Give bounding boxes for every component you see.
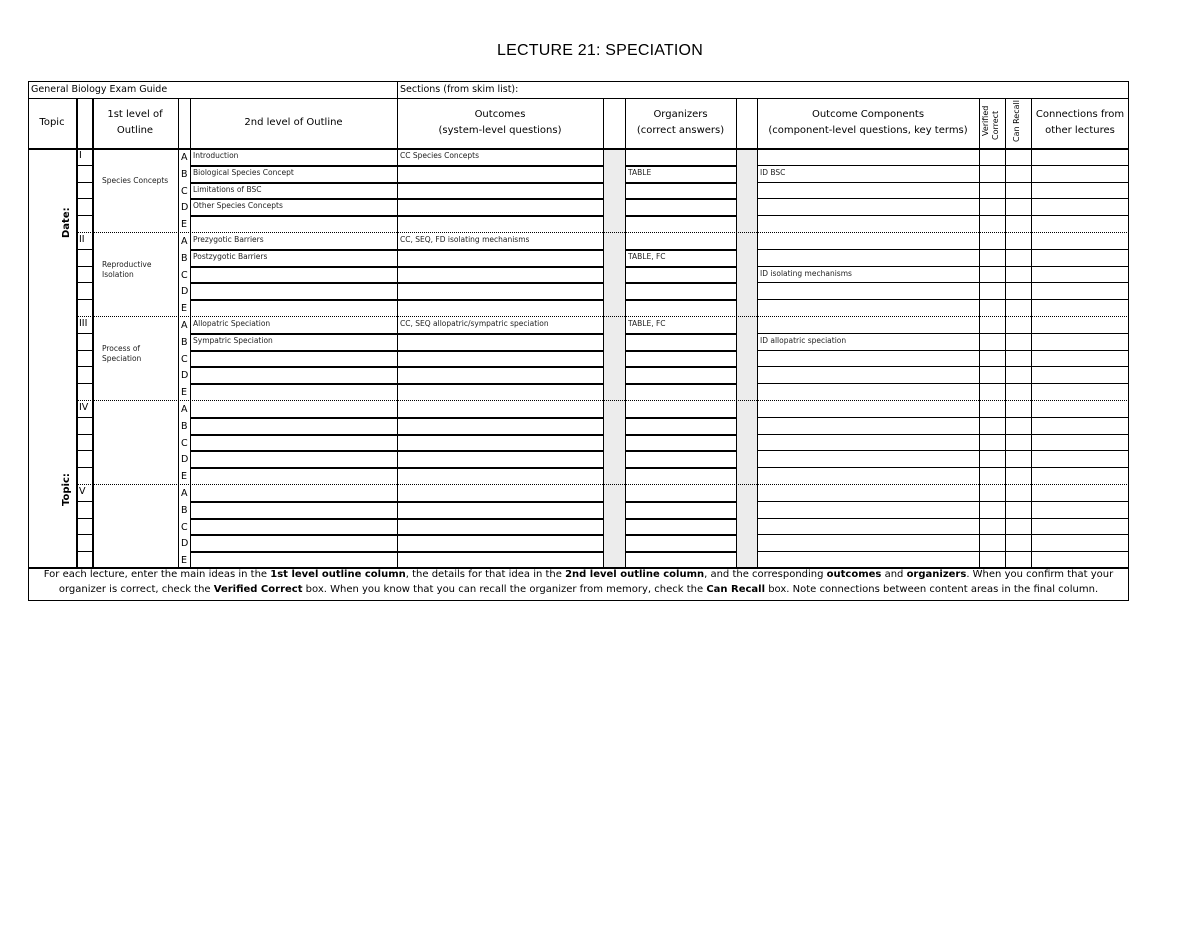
instructions-emphasis: organizers <box>906 569 967 580</box>
grid-line-h <box>757 534 979 535</box>
instructions-text: For each lecture, enter the main ideas in the <box>43 569 271 580</box>
verified-checkbox[interactable] <box>980 401 1004 416</box>
component-field[interactable] <box>760 419 977 432</box>
row-letter: B <box>181 420 188 432</box>
recall-checkbox[interactable] <box>1006 183 1030 198</box>
outline-topic: Reproductive Isolation <box>102 260 152 279</box>
component-field[interactable] <box>760 251 977 264</box>
recall-checkbox[interactable] <box>1006 552 1030 567</box>
outcome-field[interactable] <box>400 335 601 348</box>
grid-line-h <box>76 299 92 300</box>
detail-field[interactable]: Biological Species Concept <box>193 167 294 177</box>
connections-field[interactable] <box>1032 502 1128 517</box>
recall-checkbox[interactable] <box>1006 468 1030 483</box>
recall-checkbox[interactable] <box>1006 502 1030 517</box>
organizer-field[interactable] <box>628 520 734 533</box>
connections-field[interactable] <box>1032 451 1128 466</box>
recall-checkbox[interactable] <box>1006 300 1030 315</box>
component-field[interactable] <box>760 486 977 499</box>
header-verified: Verified <box>981 105 990 136</box>
instructions-text: . When you confirm that your organizer is correct, check the <box>58 569 1114 595</box>
recall-checkbox[interactable] <box>1006 519 1030 534</box>
component-field[interactable] <box>760 284 977 297</box>
connections-field[interactable] <box>1032 166 1128 181</box>
recall-checkbox[interactable] <box>1006 283 1030 298</box>
organizer-field[interactable] <box>628 217 734 230</box>
outcome-field[interactable] <box>400 251 601 264</box>
topic-label: Topic: <box>61 473 72 506</box>
grid-line-h <box>757 551 979 552</box>
detail-field[interactable]: Prezygotic Barriers <box>193 235 264 244</box>
connections-field[interactable] <box>1032 216 1128 231</box>
instructions-emphasis: 2nd level outline column <box>565 569 705 580</box>
recall-checkbox[interactable] <box>1006 216 1030 231</box>
outline-numeral: IV <box>79 402 89 413</box>
grid-line-h <box>76 383 92 384</box>
row-letter: E <box>181 555 188 567</box>
row-letter: A <box>181 320 188 331</box>
outcome-field[interactable] <box>400 368 601 381</box>
verified-checkbox[interactable] <box>980 418 1004 433</box>
detail-field[interactable]: Limitations of BSC <box>193 184 262 194</box>
recall-checkbox[interactable] <box>1006 384 1030 399</box>
guide-title: General Biology Exam Guide <box>31 84 168 95</box>
outline-topic: Species Concepts <box>102 176 169 185</box>
detail-field[interactable] <box>193 452 395 465</box>
outcome-field[interactable] <box>400 469 601 482</box>
connections-field[interactable] <box>1032 283 1128 298</box>
row-letter: C <box>181 437 188 449</box>
header-components-text: Outcome Components <box>811 109 925 120</box>
organizer-field[interactable] <box>628 486 734 499</box>
recall-checkbox[interactable] <box>1006 401 1030 416</box>
detail-field[interactable] <box>193 503 395 516</box>
verified-checkbox[interactable] <box>980 267 1004 282</box>
connections-field[interactable] <box>1032 485 1128 500</box>
outcome-field[interactable] <box>400 503 601 516</box>
row-letter: C <box>181 269 188 281</box>
grid-line-h <box>757 450 979 451</box>
grid-line-v <box>178 98 179 567</box>
outcome-field[interactable] <box>400 217 601 230</box>
header-organizers-text: Organizers <box>653 109 708 120</box>
verified-checkbox[interactable] <box>980 519 1004 534</box>
organizer-field[interactable] <box>628 553 734 566</box>
outline-topic <box>102 512 174 540</box>
verified-checkbox[interactable] <box>980 233 1004 248</box>
header-organizers-text: (correct answers) <box>636 125 725 136</box>
verified-checkbox[interactable] <box>980 166 1004 181</box>
section-divider <box>76 484 1129 485</box>
detail-field[interactable] <box>193 268 395 281</box>
component-field[interactable]: ID isolating mechanisms <box>760 268 852 278</box>
outline-numeral: III <box>79 318 88 329</box>
outcome-field[interactable] <box>400 520 601 533</box>
grid-line-h <box>76 165 92 166</box>
header-can-recall: Can Recall <box>1012 100 1021 142</box>
header-level2 <box>190 98 397 148</box>
header-connections <box>1031 98 1129 148</box>
organizer-field[interactable] <box>628 368 734 381</box>
grid-line-v <box>603 98 604 567</box>
grid-line-h <box>76 266 92 267</box>
detail-field[interactable] <box>193 520 395 533</box>
verified-checkbox[interactable] <box>980 149 1004 164</box>
outcome-field[interactable] <box>400 284 601 297</box>
grid-line-h <box>76 450 92 451</box>
connections-field[interactable] <box>1032 183 1128 198</box>
recall-checkbox[interactable] <box>1006 317 1030 332</box>
connections-field[interactable] <box>1032 149 1128 164</box>
recall-checkbox[interactable] <box>1006 367 1030 382</box>
outcome-field[interactable] <box>400 486 601 499</box>
detail-field[interactable] <box>193 536 395 549</box>
row-letter: E <box>181 303 188 315</box>
detail-field[interactable]: Sympatric Speciation <box>193 335 273 345</box>
outline-topic <box>102 428 174 456</box>
grid-line-h <box>76 182 92 183</box>
header-topic <box>28 98 76 148</box>
organizer-field[interactable] <box>628 436 734 449</box>
outcome-field[interactable]: CC, SEQ, FD isolating mechanisms <box>400 235 530 244</box>
outcome-field[interactable] <box>400 536 601 549</box>
connections-field[interactable] <box>1032 418 1128 433</box>
component-field[interactable] <box>760 352 977 365</box>
row-letter: D <box>181 538 189 550</box>
exam-guide-table <box>28 81 1129 601</box>
verified-checkbox[interactable] <box>980 334 1004 349</box>
header-topic-text: Topic <box>39 117 65 128</box>
connections-field[interactable] <box>1032 535 1128 550</box>
detail-field[interactable] <box>193 486 395 499</box>
organizer-field[interactable] <box>628 402 734 415</box>
organizer-field[interactable] <box>628 184 734 197</box>
component-field[interactable] <box>760 520 977 533</box>
instructions-text: and <box>881 569 907 580</box>
detail-field[interactable] <box>193 368 395 381</box>
organizer-field[interactable]: TABLE, FC <box>628 319 666 328</box>
grid-line-h <box>76 333 92 334</box>
component-field[interactable] <box>760 536 977 549</box>
verified-checkbox[interactable] <box>980 300 1004 315</box>
detail-field[interactable] <box>193 402 395 415</box>
verified-checkbox[interactable] <box>980 384 1004 399</box>
recall-checkbox[interactable] <box>1006 199 1030 214</box>
recall-checkbox[interactable] <box>1006 535 1030 550</box>
row-letter: A <box>181 488 188 499</box>
section-divider <box>76 400 1129 401</box>
outcome-field[interactable]: CC Species Concepts <box>400 151 480 160</box>
organizer-field[interactable] <box>628 503 734 516</box>
connections-field[interactable] <box>1032 367 1128 382</box>
grid-line-h <box>76 534 92 535</box>
outcome-field[interactable] <box>400 419 601 432</box>
organizer-field[interactable]: TABLE, FC <box>628 251 666 261</box>
organizer-field[interactable] <box>628 452 734 465</box>
organizer-field[interactable] <box>628 469 734 482</box>
component-field[interactable] <box>760 301 977 314</box>
organizer-field[interactable] <box>628 352 734 365</box>
instructions-emphasis: Verified Correct <box>213 584 303 595</box>
recall-checkbox[interactable] <box>1006 149 1030 164</box>
header-outcomes <box>397 98 603 148</box>
verified-checkbox[interactable] <box>980 502 1004 517</box>
verified-checkbox[interactable] <box>980 485 1004 500</box>
connections-field[interactable] <box>1032 468 1128 483</box>
verified-checkbox[interactable] <box>980 183 1004 198</box>
grid-line-h <box>76 417 92 418</box>
detail-field[interactable]: Introduction <box>193 151 239 160</box>
instructions <box>28 567 1129 597</box>
outcome-field[interactable]: CC, SEQ allopatric/sympatric speciation <box>400 319 549 328</box>
component-field[interactable] <box>760 368 977 381</box>
header-outcomes-text: (system-level questions) <box>438 125 562 136</box>
component-field[interactable]: ID allopatric speciation <box>760 335 847 345</box>
connections-field[interactable] <box>1032 317 1128 332</box>
grid-line-v <box>397 81 398 98</box>
outcome-field[interactable] <box>400 352 601 365</box>
detail-field[interactable] <box>193 217 395 230</box>
recall-checkbox[interactable] <box>1006 351 1030 366</box>
recall-checkbox[interactable] <box>1006 485 1030 500</box>
instructions-text: , the details for that idea in the <box>405 569 566 580</box>
verified-checkbox[interactable] <box>980 199 1004 214</box>
component-field[interactable] <box>760 469 977 482</box>
detail-field[interactable] <box>193 436 395 449</box>
verified-checkbox[interactable] <box>980 451 1004 466</box>
grid-line-h <box>76 249 92 250</box>
detail-field[interactable] <box>193 419 395 432</box>
grid-line-v <box>736 98 737 567</box>
component-field[interactable] <box>760 200 977 213</box>
row-letter: C <box>181 185 188 197</box>
detail-field[interactable] <box>193 284 395 297</box>
row-letter: A <box>181 404 188 415</box>
connections-field[interactable] <box>1032 250 1128 265</box>
component-field[interactable] <box>760 452 977 465</box>
verified-checkbox[interactable] <box>980 535 1004 550</box>
grid-line-h <box>76 366 92 367</box>
outline-numeral: I <box>79 150 82 161</box>
instructions-emphasis: outcomes <box>826 569 882 580</box>
connections-field[interactable] <box>1032 199 1128 214</box>
recall-checkbox[interactable] <box>1006 233 1030 248</box>
detail-field[interactable] <box>193 469 395 482</box>
detail-field[interactable]: Allopatric Speciation <box>193 319 271 328</box>
header-connections-text: other lectures <box>1045 125 1115 136</box>
outcome-field[interactable] <box>400 553 601 566</box>
organizer-field[interactable] <box>628 301 734 314</box>
page-title: LECTURE 21: SPECIATION <box>497 42 703 59</box>
grid-line-h <box>76 501 92 502</box>
grid-line-h <box>76 467 92 468</box>
connections-field[interactable] <box>1032 384 1128 399</box>
organizer-field[interactable] <box>628 234 734 247</box>
grid-line-h <box>76 198 92 199</box>
component-field[interactable] <box>760 217 977 230</box>
instructions-emphasis: Can Recall <box>706 584 766 595</box>
component-field[interactable] <box>760 553 977 566</box>
grid-line-h <box>757 383 979 384</box>
grid-line-h <box>757 467 979 468</box>
verified-checkbox[interactable] <box>980 283 1004 298</box>
header-level1-text: 1st level of <box>107 109 163 120</box>
grid-line-h <box>76 551 92 552</box>
outcome-field[interactable] <box>400 301 601 314</box>
grid-line-h <box>757 215 979 216</box>
header-organizers <box>625 98 736 148</box>
verified-checkbox[interactable] <box>980 367 1004 382</box>
verified-checkbox[interactable] <box>980 250 1004 265</box>
outcome-field[interactable] <box>400 184 601 197</box>
outcome-field[interactable] <box>400 200 601 213</box>
organizer-field[interactable] <box>628 335 734 348</box>
connections-field[interactable] <box>1032 334 1128 349</box>
outcome-field[interactable] <box>400 268 601 281</box>
component-field[interactable] <box>760 503 977 516</box>
verified-checkbox[interactable] <box>980 317 1004 332</box>
row-letter: E <box>181 387 188 399</box>
component-field[interactable] <box>760 184 977 197</box>
outcome-field[interactable] <box>400 385 601 398</box>
detail-field[interactable] <box>193 553 395 566</box>
row-letter: A <box>181 236 188 247</box>
connections-field[interactable] <box>1032 267 1128 282</box>
instructions-text: box. Note connections between content areas in the final column. <box>765 584 1099 595</box>
grid-line-h <box>757 366 979 367</box>
organizer-field[interactable] <box>628 419 734 432</box>
detail-field[interactable] <box>193 301 395 314</box>
detail-field[interactable]: Postzygotic Barriers <box>193 251 268 261</box>
row-letter: B <box>181 336 188 348</box>
component-field[interactable] <box>760 402 977 415</box>
detail-field[interactable] <box>193 352 395 365</box>
connections-field[interactable] <box>1032 351 1128 366</box>
connections-field[interactable] <box>1032 401 1128 416</box>
row-letter: B <box>181 168 188 180</box>
grid-line-h <box>76 350 92 351</box>
row-letter: B <box>181 252 188 264</box>
grid-line-h <box>76 215 92 216</box>
instructions-text: , and the corresponding <box>704 569 827 580</box>
grid-line-h <box>757 299 979 300</box>
row-letter: B <box>181 504 188 516</box>
detail-field[interactable] <box>193 385 395 398</box>
component-field[interactable]: ID BSC <box>760 167 786 177</box>
section-divider <box>76 232 1129 233</box>
connections-field[interactable] <box>1032 552 1128 567</box>
outcome-field[interactable] <box>400 452 601 465</box>
grid-line-h <box>757 198 979 199</box>
row-letter: D <box>181 286 189 298</box>
component-field[interactable] <box>760 436 977 449</box>
recall-checkbox[interactable] <box>1006 250 1030 265</box>
verified-checkbox[interactable] <box>980 351 1004 366</box>
date-label: Date: <box>61 207 72 238</box>
header-components-text: (component-level questions, key terms) <box>768 125 968 136</box>
recall-checkbox[interactable] <box>1006 166 1030 181</box>
outcome-field[interactable] <box>400 436 601 449</box>
instructions-emphasis: 1st level outline column <box>270 569 406 580</box>
header-level1-text: Outline <box>116 125 154 136</box>
header-connections-text: Connections from <box>1035 109 1125 120</box>
recall-checkbox[interactable] <box>1006 418 1030 433</box>
row-letter: D <box>181 202 189 214</box>
header-components <box>757 98 979 148</box>
row-letter: C <box>181 521 188 533</box>
organizer-field[interactable] <box>628 200 734 213</box>
recall-checkbox[interactable] <box>1006 267 1030 282</box>
detail-field[interactable]: Other Species Concepts <box>193 201 283 211</box>
organizer-field[interactable] <box>628 284 734 297</box>
row-letter: D <box>181 454 189 466</box>
section-divider <box>76 316 1129 317</box>
row-letter: C <box>181 353 188 365</box>
connections-field[interactable] <box>1032 519 1128 534</box>
organizer-field[interactable] <box>628 150 734 163</box>
instructions-text: box. When you know that you can recall the organizer from memory, check the <box>302 584 707 595</box>
connections-field[interactable] <box>1032 300 1128 315</box>
recall-checkbox[interactable] <box>1006 435 1030 450</box>
row-letter: E <box>181 471 188 483</box>
outline-topic: Process of Speciation <box>102 344 142 363</box>
sections-label: Sections (from skim list): <box>400 84 519 95</box>
organizer-field[interactable] <box>628 268 734 281</box>
connections-field[interactable] <box>1032 435 1128 450</box>
outline-numeral: II <box>79 234 85 245</box>
verified-checkbox[interactable] <box>980 552 1004 567</box>
organizer-field[interactable]: TABLE <box>628 167 652 177</box>
verified-checkbox[interactable] <box>980 468 1004 483</box>
header-level2-text: 2nd level of Outline <box>244 117 343 128</box>
recall-checkbox[interactable] <box>1006 334 1030 349</box>
outline-numeral: V <box>79 486 86 497</box>
component-field[interactable] <box>760 150 977 163</box>
connections-field[interactable] <box>1032 233 1128 248</box>
verified-checkbox[interactable] <box>980 435 1004 450</box>
component-field[interactable] <box>760 318 977 331</box>
grid-line-h <box>76 434 92 435</box>
grid-line-h <box>757 282 979 283</box>
header-level1 <box>92 98 178 148</box>
organizer-field[interactable] <box>628 536 734 549</box>
component-field[interactable] <box>760 234 977 247</box>
grid-line-h <box>76 518 92 519</box>
organizer-field[interactable] <box>628 385 734 398</box>
header-outcomes-text: Outcomes <box>474 109 526 120</box>
row-letter: D <box>181 370 189 382</box>
grid-line-h <box>76 282 92 283</box>
row-letter: A <box>181 152 188 163</box>
row-letter: E <box>181 219 188 231</box>
recall-checkbox[interactable] <box>1006 451 1030 466</box>
outcome-field[interactable] <box>400 167 601 180</box>
component-field[interactable] <box>760 385 977 398</box>
header-correct: Correct <box>991 110 1000 140</box>
outcome-field[interactable] <box>400 402 601 415</box>
verified-checkbox[interactable] <box>980 216 1004 231</box>
